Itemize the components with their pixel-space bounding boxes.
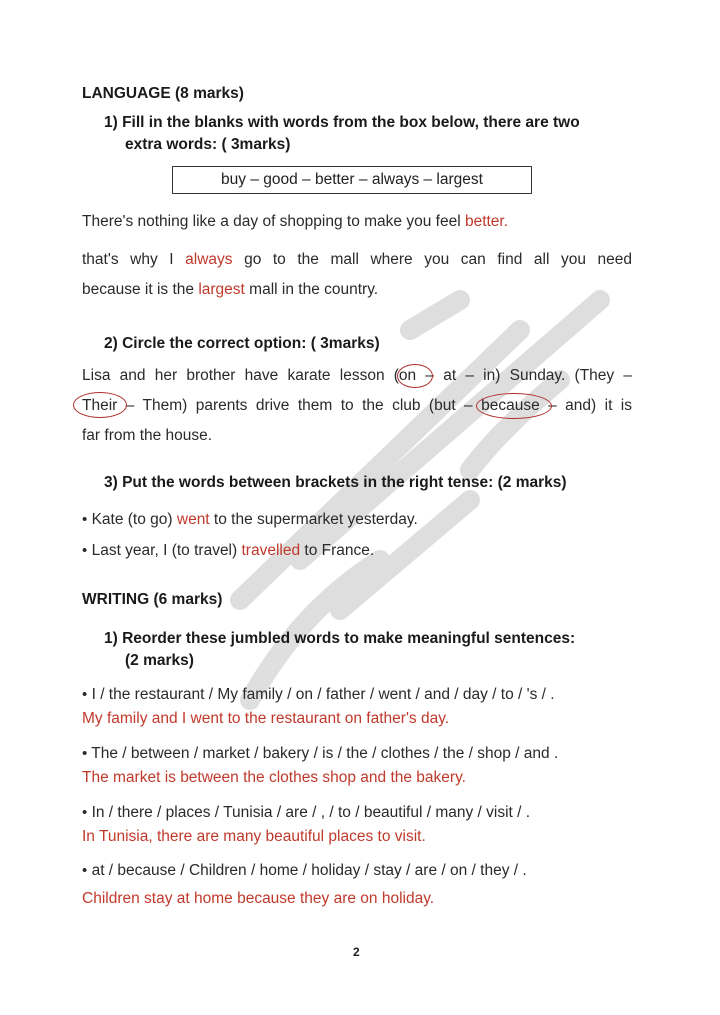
q1-line2-text-b: go to the mall where you can find all you need (232, 251, 632, 268)
language-heading: LANGUAGE (8 marks) (82, 85, 244, 102)
jumbled-words: at / because / Children / home / holiday / stay / are / on / they / . (91, 862, 527, 879)
bullet-icon: • (82, 511, 88, 528)
q1-title-line1: 1) Fill in the blanks with words from the box below, there are two (104, 114, 580, 131)
q1-answer-always: always (185, 251, 233, 268)
q1-line2-text-a: that's why I (82, 251, 186, 268)
q1-sentence-3 (82, 280, 378, 300)
jumbled-item-1 (82, 685, 555, 705)
q3-item-1 (82, 510, 418, 530)
q3-item2-text-b: to France. (300, 542, 375, 559)
word-box: buy – good – better – always – largest (172, 166, 532, 194)
q3-item1-text-a: Kate (to go) (91, 511, 177, 528)
jumbled-item-4 (82, 861, 527, 881)
answer-sentence-3: In Tunisia, there are many beautiful places to visit. (82, 828, 426, 845)
q2-line1: Lisa and her brother have karate lesson (on – at – in) Sunday. (They – (82, 367, 632, 384)
q3-item1-text-b: to the supermarket yesterday. (209, 511, 418, 528)
q2-title: 2) Circle the correct option: ( 3marks) (104, 335, 380, 352)
q1-answer-better: better. (464, 213, 509, 230)
bullet-icon: • (82, 745, 88, 762)
q1-title-line2: extra words: ( 3marks) (125, 136, 291, 153)
q1-line1-text: There's nothing like a day of shopping to make you feel (82, 213, 465, 230)
writing-heading: WRITING (6 marks) (82, 591, 223, 608)
page-number: 2 (353, 945, 360, 959)
bullet-icon: • (82, 862, 88, 879)
q3-answer-travelled: travelled (241, 542, 301, 559)
answer-sentence-2: The market is between the clothes shop and the bakery. (82, 769, 466, 786)
q2-line3: far from the house. (82, 427, 213, 444)
q3-title: 3) Put the words between brackets in the right tense: (2 marks) (104, 474, 567, 491)
jumbled-item-2 (82, 744, 558, 764)
circle-mark-because (476, 393, 552, 419)
q1-line3-text-a: because it is the (82, 281, 199, 298)
bullet-icon: • (82, 542, 88, 559)
q3-item-2 (82, 541, 374, 561)
answer-sentence-4: Children stay at home because they are on holiday. (82, 890, 435, 907)
w1-title-line2: (2 marks) (125, 652, 194, 669)
bullet-icon: • (82, 804, 88, 821)
circle-mark-their (73, 392, 127, 418)
jumbled-words: The / between / market / bakery / is / the / clothes / the / shop / and . (91, 745, 559, 762)
answer-sentence-1: My family and I went to the restaurant on father's day. (82, 710, 450, 727)
circle-mark-on (397, 364, 433, 388)
jumbled-words: In / there / places / Tunisia / are / , / to / beautiful / many / visit / . (91, 804, 531, 821)
q3-answer-went: went (176, 511, 210, 528)
q1-line3-text-b: mall in the country. (244, 281, 379, 298)
w1-title-line1: 1) Reorder these jumbled words to make meaningful sentences: (104, 630, 576, 647)
jumbled-item-3 (82, 803, 530, 823)
jumbled-words: I / the restaurant / My family / on / father / went / and / day / to / 's / . (91, 686, 555, 703)
q1-answer-largest: largest (198, 281, 245, 298)
q2-line2: Their – Them) parents drive them to the club (but – because – and) it is (82, 397, 632, 414)
q1-sentence-2 (82, 250, 632, 270)
q1-sentence-1 (82, 212, 508, 232)
bullet-icon: • (82, 686, 88, 703)
q3-item2-text-a: Last year, I (to travel) (91, 542, 242, 559)
